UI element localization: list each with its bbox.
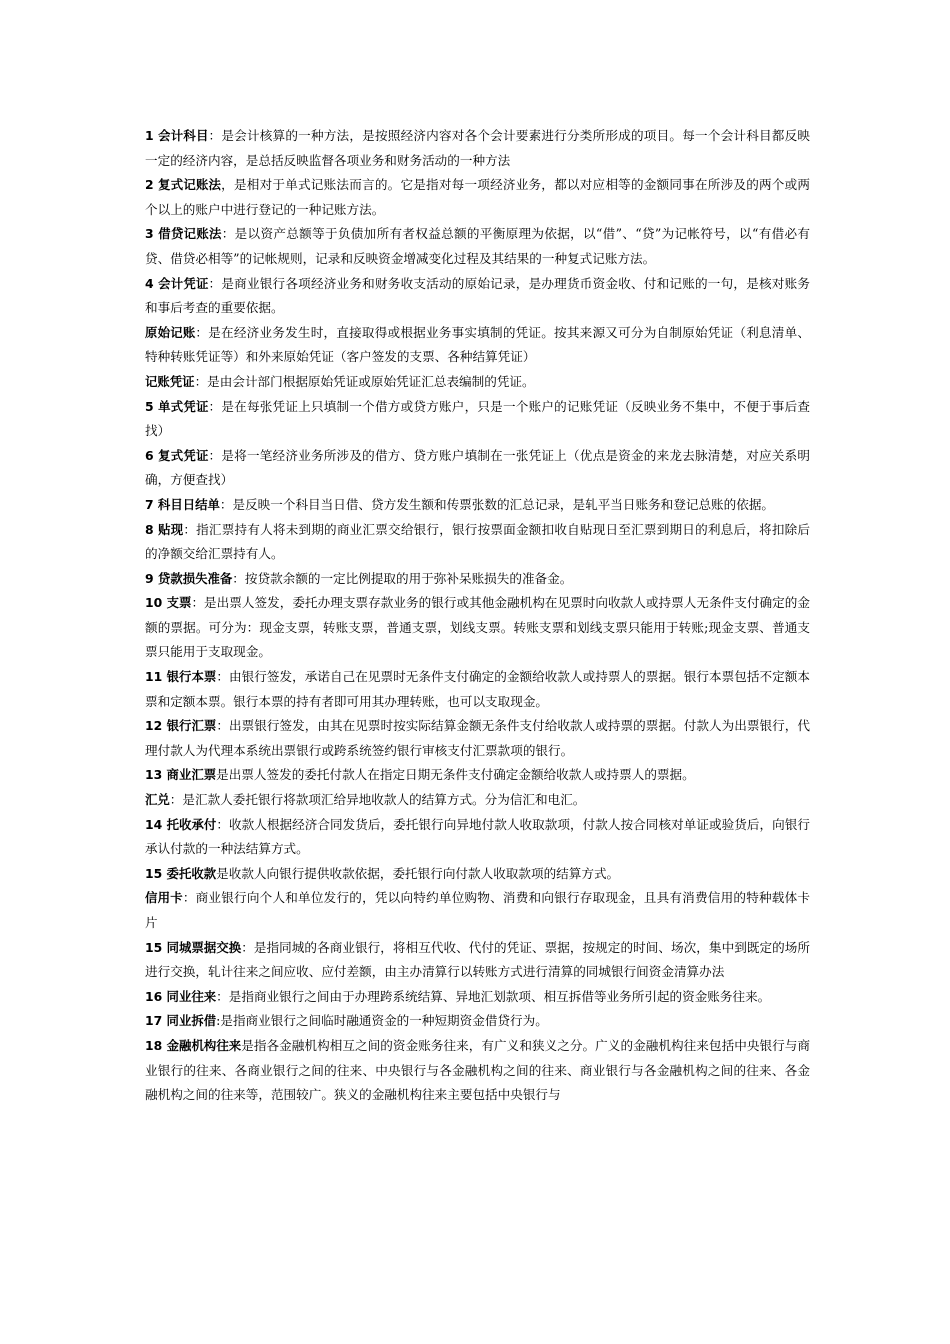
entry-14: [145, 714, 810, 763]
entry-18: [145, 862, 810, 887]
entry-body: ：是在经济业务发生时，直接取得或根据业务事实填制的凭证。按其来源又可分为自制原始凭证（利息清单、特种转账凭证等）和外来原始凭证（客户签发的支票、各种结算凭证）: [145, 324, 811, 365]
entry-body: ，是相对于单式记账法而言的。它是指对每一项经济业务，都以对应相等的金额同事在所涉及的两个或两个以上的账户中进行登记的一种记账方法。: [145, 177, 811, 217]
entry-body: ：是在每张凭证上只填制一个借方或贷方账户，只是一个账户的记账凭证（反映业务不集中，不便于事后查找）: [145, 398, 811, 439]
entry-term: 6 复式凭证: [145, 447, 209, 463]
entry-body: ：出票银行签发，由其在见票时按实际结算金额无条件支付给收款人或持票的票据。付款人为出票银行，代理付款人为代理本系统出票银行或跨系统签约银行审核支付汇票款项的银行。: [145, 718, 810, 758]
entry-7: [145, 395, 810, 444]
entry-term: 记账凭证: [145, 373, 195, 389]
entry-17: [145, 813, 810, 862]
entry-2: [145, 173, 810, 222]
entry-term: 11 银行本票: [145, 669, 217, 685]
entry-term: 2 复式记账法: [145, 177, 222, 193]
entry-term: 信用卡: [145, 890, 183, 906]
entry-term: 汇兑: [145, 792, 170, 808]
entry-body: ：由银行签发，承诺自己在见票时无条件支付确定的金额给收款人或持票人的票据。银行本票包括不定额本票和定额本票。银行本票的持有者即可用其办理转账，也可以支取现金。: [145, 669, 810, 709]
entry-term: 12 银行汇票: [145, 718, 217, 734]
entry-body: ：是出票人签发，委托办理支票存款业务的银行或其他金融机构在见票时向收款人或持票人无条件支付确定的金额的票据。可分为：现金支票，转账支票，普通支票，划线支票。转账支票和划线支票只能用于转账;现金支票、普通支票只能用于支取现金。: [145, 595, 811, 660]
entry-term: 18 金融机构往来: [145, 1037, 242, 1053]
entry-term: 17 同业拆借: [145, 1013, 217, 1029]
entry-body: ：按贷款余额的一定比例提取的用于弥补呆账损失的准备金。: [232, 570, 573, 586]
entry-body: :是指商业银行之间临时融通资金的一种短期资金借贷行为。: [216, 1013, 548, 1029]
entry-body: ：是指商业银行之间由于办理跨系统结算、异地汇划款项、相互拆借等业务所引起的资金账务往来。: [216, 988, 771, 1004]
entry-6: [145, 370, 810, 395]
entry-term: 16 同业往来: [145, 988, 217, 1004]
entry-body: ：是商业银行各项经济业务和财务收支活动的原始记录，是办理货币资金收、付和记账的一句，是核对账务和事后考查的重要依据。: [145, 275, 811, 316]
document-page: [145, 124, 810, 1108]
entry-8: [145, 444, 810, 493]
entry-4: [145, 272, 810, 321]
entry-10: [145, 518, 810, 567]
entry-term: 7 科目日结单: [145, 496, 220, 512]
entry-body: ：商业银行向个人和单位发行的，凭以向特约单位购物、消费和向银行存取现金，且具有消费信用的特种载体卡片: [145, 890, 811, 930]
entry-term: 13 商业汇票: [145, 767, 217, 783]
entry-body: ：是反映一个科目当日借、贷方发生额和传票张数的汇总记录，是轧平当日账务和登记总账的依据。: [219, 496, 775, 512]
entry-3: [145, 222, 810, 271]
entry-19: [145, 886, 810, 935]
entry-9: [145, 493, 810, 518]
entry-body: ：是指同城的各商业银行，将相互代收、代付的凭证、票据，按规定的时间、场次，集中到既定的场所进行交换，轧计往来之间应收、应付差额，由主办清算行以转账方式进行清算的同城银行间资金清算办法: [145, 939, 811, 980]
entry-12: [145, 591, 810, 665]
entry-5: [145, 321, 810, 370]
entry-21: [145, 985, 810, 1010]
entry-term: 15 同城票据交换: [145, 939, 242, 955]
entry-term: 14 托收承付: [145, 816, 217, 832]
entry-body: ：是由会计部门根据原始凭证或原始凭证汇总表编制的凭证。: [194, 373, 535, 389]
entry-16: [145, 788, 810, 813]
entry-body: ：收款人根据经济合同发货后，委托银行向异地付款人收取款项，付款人按合同核对单证或验货后，向银行承认付款的一种法结算方式。: [145, 816, 810, 857]
entry-15: [145, 763, 810, 788]
entry-20: [145, 936, 810, 985]
entry-body: 是指各金融机构相互之间的资金账务往来，有广义和狭义之分。广义的金融机构往来包括中央银行与商业银行的往来、各商业银行之间的往来、中央银行与各金融机构之间的往来、商业银行与各金融机构之间的往来、各金融机构之间的往来等，范围较广。狭义的金融机构往来主要包括中央银行与: [145, 1037, 811, 1103]
entry-term: 9 贷款损失准备: [145, 570, 233, 586]
entry-body: ：是将一笔经济业务所涉及的借方、贷方账户填制在一张凭证上（优点是资金的来龙去脉清楚，对应关系明确，方便查找）: [145, 447, 811, 488]
entry-13: [145, 665, 810, 714]
entry-term: 4 会计凭证: [145, 275, 209, 291]
entry-term: 原始记账: [145, 324, 196, 340]
entry-term: 8 贴现: [145, 521, 184, 537]
entry-23: [145, 1034, 810, 1108]
entry-body: ：指汇票持有人将未到期的商业汇票交给银行，银行按票面金额扣收自贴现日至汇票到期日的利息后，将扣除后的净额交给汇票持有人。: [145, 521, 811, 562]
entry-body: ：是汇款人委托银行将款项汇给异地收款人的结算方式。分为信汇和电汇。: [169, 792, 586, 808]
entry-term: 3 借贷记账法: [145, 226, 222, 242]
entry-body: 是收款人向银行提供收款依据，委托银行向付款人收取款项的结算方式。: [216, 865, 620, 881]
entry-22: [145, 1009, 810, 1034]
entry-term: 10 支票: [145, 595, 192, 611]
entry-body: 是出票人签发的委托付款人在指定日期无条件支付确定金额给收款人或持票人的票据。: [216, 767, 695, 783]
entry-term: 1 会计科目: [145, 128, 209, 143]
entry-11: [145, 567, 810, 592]
entry-term: 5 单式凭证: [145, 398, 209, 414]
entry-body: ：是会计核算的一种方法，是按照经济内容对各个会计要素进行分类所形成的项目。每一个会计科目都反映一定的经济内容，是总括反映监督各项业务和财务活动的一种方法: [145, 128, 811, 168]
entry-1: [145, 124, 810, 173]
entry-term: 15 委托收款: [145, 865, 217, 881]
entry-body: ：是以资产总额等于负债加所有者权益总额的平衡原理为依据，以“借”、“贷”为记帐符号，以“有借必有贷、借贷必相等”的记帐规则，记录和反映资金增减变化过程及其结果的一种复式记账方法。: [145, 226, 810, 266]
